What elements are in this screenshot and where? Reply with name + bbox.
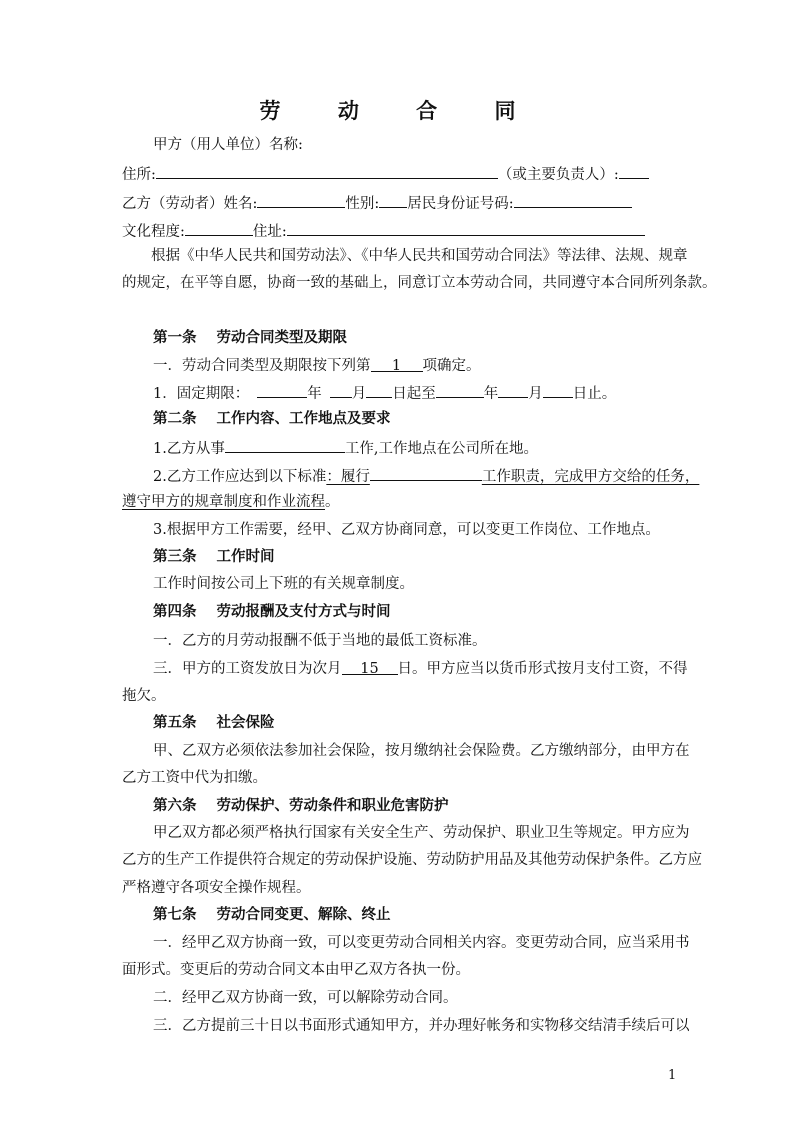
article-7-item-3: 三．乙方提前三十日以书面形式通知甲方，并办理好帐务和实物移交结清手续后可以 (153, 1018, 690, 1034)
article-2-item-1-prefix: 1.乙方从事 (153, 441, 225, 457)
address-blank (156, 163, 498, 179)
end-day-label: 日止。 (572, 386, 617, 402)
party-b-line (122, 192, 632, 214)
preamble-line-2: 的规定，在平等自愿，协商一致的基础上，同意订立本劳动合同，共同遵守本合同所列条款。 (122, 275, 717, 291)
education-label: 文化程度: (122, 224, 185, 240)
start-month-blank (330, 382, 352, 398)
start-month-label: 月 (351, 386, 367, 402)
address-line (122, 163, 649, 185)
residence-blank (287, 220, 645, 236)
gender-label: 性别: (345, 196, 380, 212)
residence-label: 住址: (252, 224, 287, 240)
article-2-item-2-end: 。 (325, 494, 340, 510)
end-day-blank (543, 382, 573, 398)
article-3-heading (153, 547, 275, 567)
document-title: 劳 动 合 同 (259, 99, 541, 123)
article-5-line-2: 乙方工资中代为扣缴。 (122, 770, 267, 786)
id-blank (514, 192, 632, 208)
article-2-item-2-fulfil: ：履行 (326, 469, 370, 485)
education-blank (185, 220, 253, 236)
article-1-number: 第一条 (153, 330, 197, 346)
article-2-item-1-suffix: 工作,工作地点在公司所在地。 (344, 441, 538, 457)
article-4-number: 第四条 (153, 604, 197, 620)
article-7-number: 第七条 (153, 907, 197, 923)
end-year-blank (436, 382, 484, 398)
party-a-line (153, 135, 303, 155)
article-1-title: 劳动合同类型及期限 (216, 330, 347, 346)
name-blank (257, 192, 345, 208)
address-label: 住所: (122, 167, 156, 183)
article-3-title: 工作时间 (216, 549, 275, 565)
article-5-line-1: 甲、乙双方必须依法参加社会保险，按月缴纳社会保险费。乙方缴纳部分，由甲方在 (153, 743, 690, 759)
principal-label: （或主要负责人）: (497, 167, 619, 183)
article-2-item-3: 3.根据甲方工作需要，经甲、乙双方协商同意，可以变更工作岗位、工作地点。 (153, 522, 660, 538)
article-4-item-3-prefix: 三．甲方的工资发放日为次月 (153, 661, 342, 677)
article-5-heading (153, 713, 275, 733)
principal-blank (619, 163, 649, 179)
article-6-line-1: 甲乙双方都必须严格执行国家有关安全生产、劳动保护、职业卫生等规定。甲方应为 (153, 825, 690, 841)
article-2-item-2-cont (122, 492, 340, 512)
article-7-item-1-line-1: 一．经甲乙双方协商一致，可以变更劳动合同相关内容。变更劳动合同，应当采用书 (153, 935, 690, 951)
article-1-item-1-prefix: 一．劳动合同类型及期限按下列第 (153, 358, 371, 374)
article-6-title: 劳动保护、劳动条件和职业危害防护 (216, 798, 449, 814)
article-3-text: 工作时间按公司上下班的有关规章制度。 (153, 576, 414, 592)
education-line (122, 220, 645, 242)
start-day-blank (366, 382, 392, 398)
article-2-heading (153, 409, 391, 429)
article-1-item-1 (153, 356, 481, 376)
article-2-item-2-rules: 遵守甲方的规章制度和作业流程 (122, 494, 325, 510)
end-month-blank (498, 382, 528, 398)
article-1-heading (153, 328, 347, 348)
page-number: 1 (668, 1068, 677, 1083)
article-1-fixed-term (153, 382, 616, 404)
article-6-line-3: 严格遵守各项安全操作规程。 (122, 880, 311, 896)
party-a-label: 甲方（用人单位）名称: (153, 137, 303, 153)
article-7-title: 劳动合同变更、解除、终止 (216, 907, 391, 923)
article-2-item-2-duty: 工作职责，完成甲方交给的任务， (481, 469, 700, 485)
start-year-blank (257, 382, 307, 398)
article-5-title: 社会保险 (216, 715, 275, 731)
article-4-item-3-cont: 拖欠。 (122, 688, 166, 704)
start-year-label: 年 (307, 386, 322, 402)
article-4-item-3-suffix: 日。甲方应当以货币形式按月支付工资，不得 (397, 661, 688, 677)
article-6-number: 第六条 (153, 798, 197, 814)
article-7-item-2: 二．经甲乙双方协商一致，可以解除劳动合同。 (153, 990, 458, 1006)
id-label: 居民身份证号码: (407, 196, 514, 212)
fixed-term-label: 1．固定期限： (153, 386, 250, 402)
article-2-item-2 (153, 465, 699, 487)
article-1-item-1-suffix: 项确定。 (422, 358, 481, 374)
article-2-item-2-prefix: 2.乙方工作应达到以下标准 (153, 469, 327, 485)
end-year-label: 年 (483, 386, 499, 402)
start-day-label: 日起至 (392, 386, 436, 402)
party-b-label: 乙方（劳动者）姓名: (122, 196, 258, 212)
article-3-number: 第三条 (153, 549, 197, 565)
article-2-number: 第二条 (153, 411, 197, 427)
article-2-title: 工作内容、工作地点及要求 (216, 411, 391, 427)
article-5-number: 第五条 (153, 715, 197, 731)
article-2-item-1 (153, 437, 538, 459)
job-blank (225, 437, 345, 453)
article-4-item-3 (153, 659, 688, 679)
article-6-line-2: 乙方的生产工作提供符合规定的劳动保护设施、劳动防护用品及其他劳动保护条件。乙方应 (122, 852, 702, 868)
contract-type-value: 1 (371, 356, 423, 372)
article-7-heading (153, 905, 391, 925)
gender-blank (379, 192, 407, 208)
article-6-heading (153, 796, 449, 816)
article-4-title: 劳动报酬及支付方式与时间 (216, 604, 391, 620)
article-4-item-1: 一．乙方的月劳动报酬不低于当地的最低工资标准。 (153, 633, 487, 649)
preamble-line-1: 根据《中华人民共和国劳动法》、《中华人民共和国劳动合同法》等法律、法规、规章 (151, 248, 688, 264)
duty-blank (370, 465, 482, 481)
article-4-heading (153, 602, 391, 622)
article-7-item-1-line-2: 面形式。变更后的劳动合同文本由甲乙双方各执一份。 (122, 962, 470, 978)
pay-day-value: 15 (342, 659, 398, 675)
end-month-label: 月 (528, 386, 543, 402)
